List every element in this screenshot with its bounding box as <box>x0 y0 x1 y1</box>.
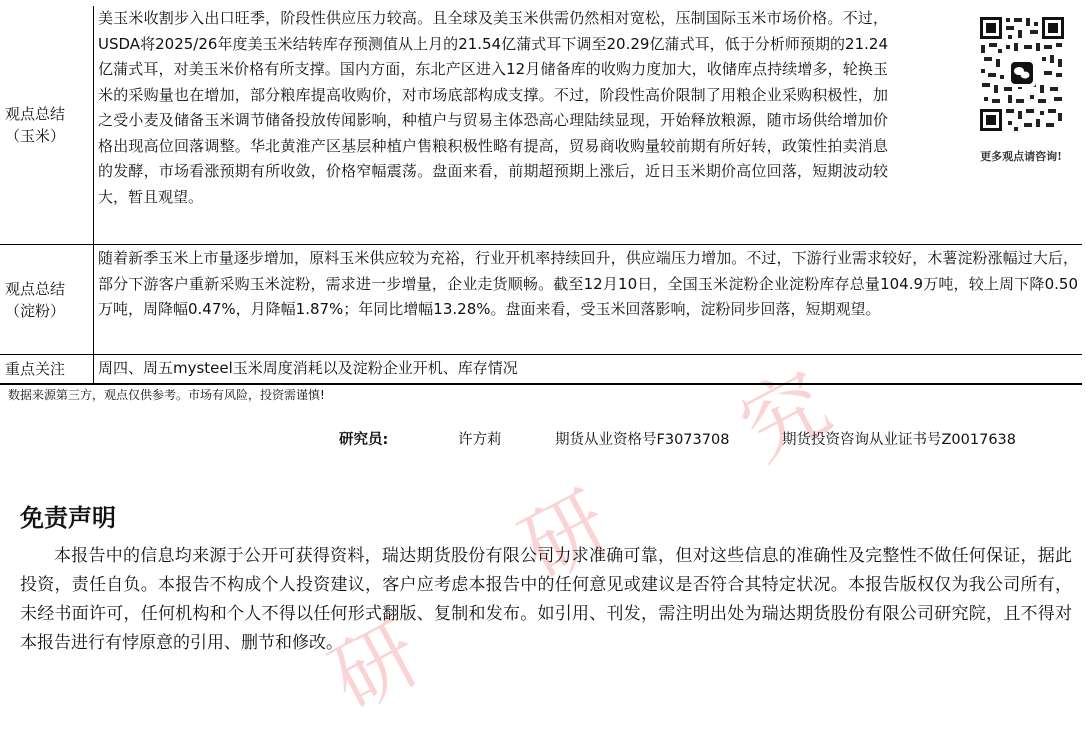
table-row-corn <box>0 6 1082 244</box>
disclaimer-body: 本报告中的信息均来源于公开可获得资料，瑞达期货股份有限公司力求准确可靠，但对这些信息的准确性及完整性不做任何保证，据此投资，责任自负。本报告不构成个人投资建议，客户应考虑本报告中的任何意见或建议是否符合其特定状况。本报告版权仅为我公司所有，未经书面许可，任何机构和个人不得以任何形式翻版、复制和发布。如引用、刊发，需注明出处为瑞达期货股份有限公司研究院，且不得对本报告进行有悖原意的引用、删节和修改。 <box>20 546 1072 653</box>
disclaimer-title: 免责声明 <box>20 504 116 532</box>
watermark-char-1: 研 <box>314 603 436 730</box>
row-label-focus: 重点关注 <box>0 355 94 383</box>
researcher-name: 许方莉 <box>458 432 502 448</box>
row-text-corn: 美玉米收割步入出口旺季，阶段性供应压力较高。且全球及美玉米供需仍然相对宽松，压制国际玉米市场价格。不过，USDA将2025/26年度美玉米结转库存预测值从上月的21.54亿蒲式耳下调至20.29亿蒲式耳，低于分析师预期的21.24亿蒲式耳，对美玉米价格有所支撑。国内方面，东北产区进入12月储备库的收购力度加大，收储库点持续增多，轮换玉米的采购量也在增加，部分粮库提高收购价，对市场底部构成支撑。不过，阶段性高价限制了用粮企业采购积极性，加之受小麦及储备玉米调节储备投放传闻影响，种植户与贸易主体恐高心理陆续显现，开始释放粮源，随市场供给增加价格出现高位回落调整。华北黄淮产区基层种植户售粮积极性略有提高，贸易商收购量较前期有所好转，政策性拍卖消息的发酵，市场看涨预期有所收敛，价格窄幅震荡。盘面来看，前期超预期上涨后，近日玉米期价高位回落，短期波动较大，暂且观望。 <box>98 9 888 206</box>
table-row-starch <box>0 244 1082 354</box>
row-label-starch: 观点总结（淀粉） <box>0 245 94 354</box>
analysis-table <box>0 6 1082 385</box>
row-text-focus: 周四、周五mysteel玉米周度消耗以及淀粉企业开机、库存情况 <box>98 359 518 377</box>
researcher-license-2: 期货投资咨询从业证书号Z0017638 <box>782 432 1017 448</box>
qr-code-icon <box>978 15 1066 133</box>
source-note: 数据来源第三方，观点仅供参考。市场有风险，投资需谨慎! <box>8 388 325 402</box>
qr-caption: 更多观点请咨询! <box>980 150 1062 163</box>
row-label-corn: 观点总结（玉米） <box>0 6 94 244</box>
row-text-starch: 随着新季玉米上市量逐步增加，原料玉米供应较为充裕，行业开机率持续回升，供应端压力增加。不过，下游行业需求较好，木薯淀粉涨幅过大后，部分下游客户重新采购玉米淀粉，需求进一步增量，企业走货顺畅。截至12月10日，全国玉米淀粉企业淀粉库存总量104.9万吨，较上周下降0.50万吨，周降幅0.47%，月降幅1.87%；年同比增幅13.28%。盘面来看，受玉米回落影响，淀粉同步回落，短期观望。 <box>98 249 1078 318</box>
table-row-focus <box>0 354 1082 385</box>
researcher-label: 研究员: <box>339 432 389 448</box>
watermark-char-2: 研 <box>504 473 626 600</box>
researcher-license-1: 期货从业资格号F3073708 <box>555 432 730 448</box>
watermark-char-3: 究 <box>724 353 846 480</box>
